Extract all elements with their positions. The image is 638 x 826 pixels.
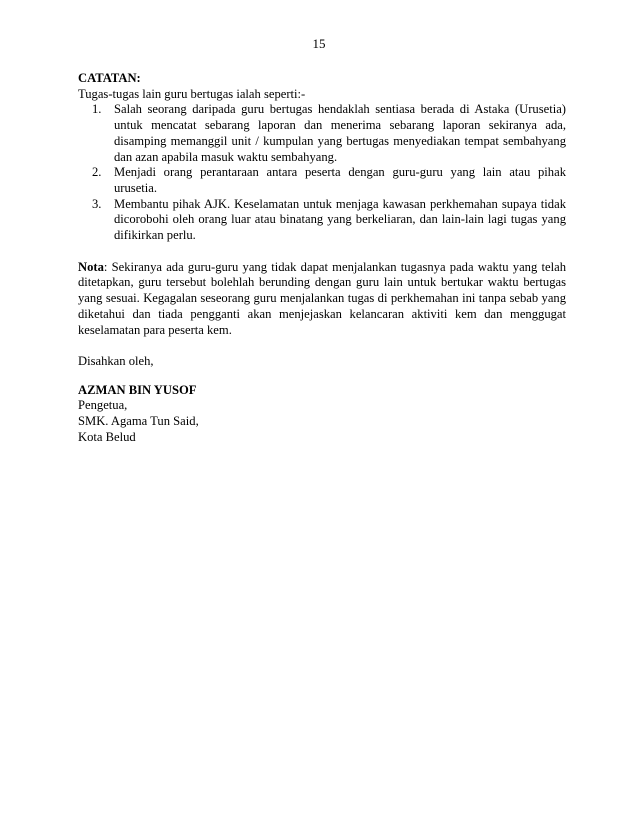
list-item-text: Salah seorang daripada guru bertugas hendaklah sentiasa berada di Astaka (Urusetia) untuk mencatat sebarang laporan dan menerima sebarang laporan sekiranya ada, disamping memanggil unit / kumpulan yang bertugas menyediakan tempat sembahyang dan azan apabila masuk waktu sembahyang. — [114, 102, 566, 164]
list-item-number: 3. — [92, 196, 102, 211]
page-number: 15 — [312, 36, 326, 51]
signatory-name: AZMAN BIN YUSOF — [78, 382, 197, 397]
nota-paragraph — [78, 260, 566, 339]
list-item-text: Menjadi orang perantaraan antara peserta dengan guru-guru yang lain atau pihak urusetia. — [114, 165, 566, 195]
page-content — [78, 71, 566, 445]
list-item — [78, 197, 566, 244]
list-item — [78, 102, 566, 165]
list-item-number: 1. — [92, 102, 102, 117]
duty-list — [78, 102, 566, 243]
approval-text: Disahkan oleh, — [78, 354, 154, 369]
catatan-heading: CATATAN: — [78, 71, 141, 85]
school-location: Kota Belud — [78, 429, 136, 444]
nota-text: : Sekiranya ada guru-guru yang tidak dapat menjalankan tugasnya pada waktu yang telah ditetapkan, guru tersebut bolehlah berunding dengan guru lain untuk bertukar waktu bertugas yang sesuai. Kegagalan seseorang guru menjalankan tugas di perkhemahan ini tanpa sebab yang diketahui dan tiada pengganti akan menjejaskan kelancaran aktiviti kem dan menggugat keselamatan para peserta kem. — [78, 259, 566, 337]
list-item-number: 2. — [92, 165, 102, 180]
school-name: SMK. Agama Tun Said, — [78, 413, 199, 428]
catatan-intro: Tugas-tugas lain guru bertugas ialah seperti:- — [78, 86, 306, 101]
signatory-title: Pengetua, — [78, 398, 128, 413]
list-item-text: Membantu pihak AJK. Keselamatan untuk menjaga kawasan perkhemahan supaya tidak dicorobohi oleh orang luar atau binatang yang berkeliaran, dan lain-lain lagi tugas yang difikirkan perlu. — [114, 196, 566, 243]
nota-label: Nota — [78, 259, 104, 274]
list-item — [78, 165, 566, 196]
